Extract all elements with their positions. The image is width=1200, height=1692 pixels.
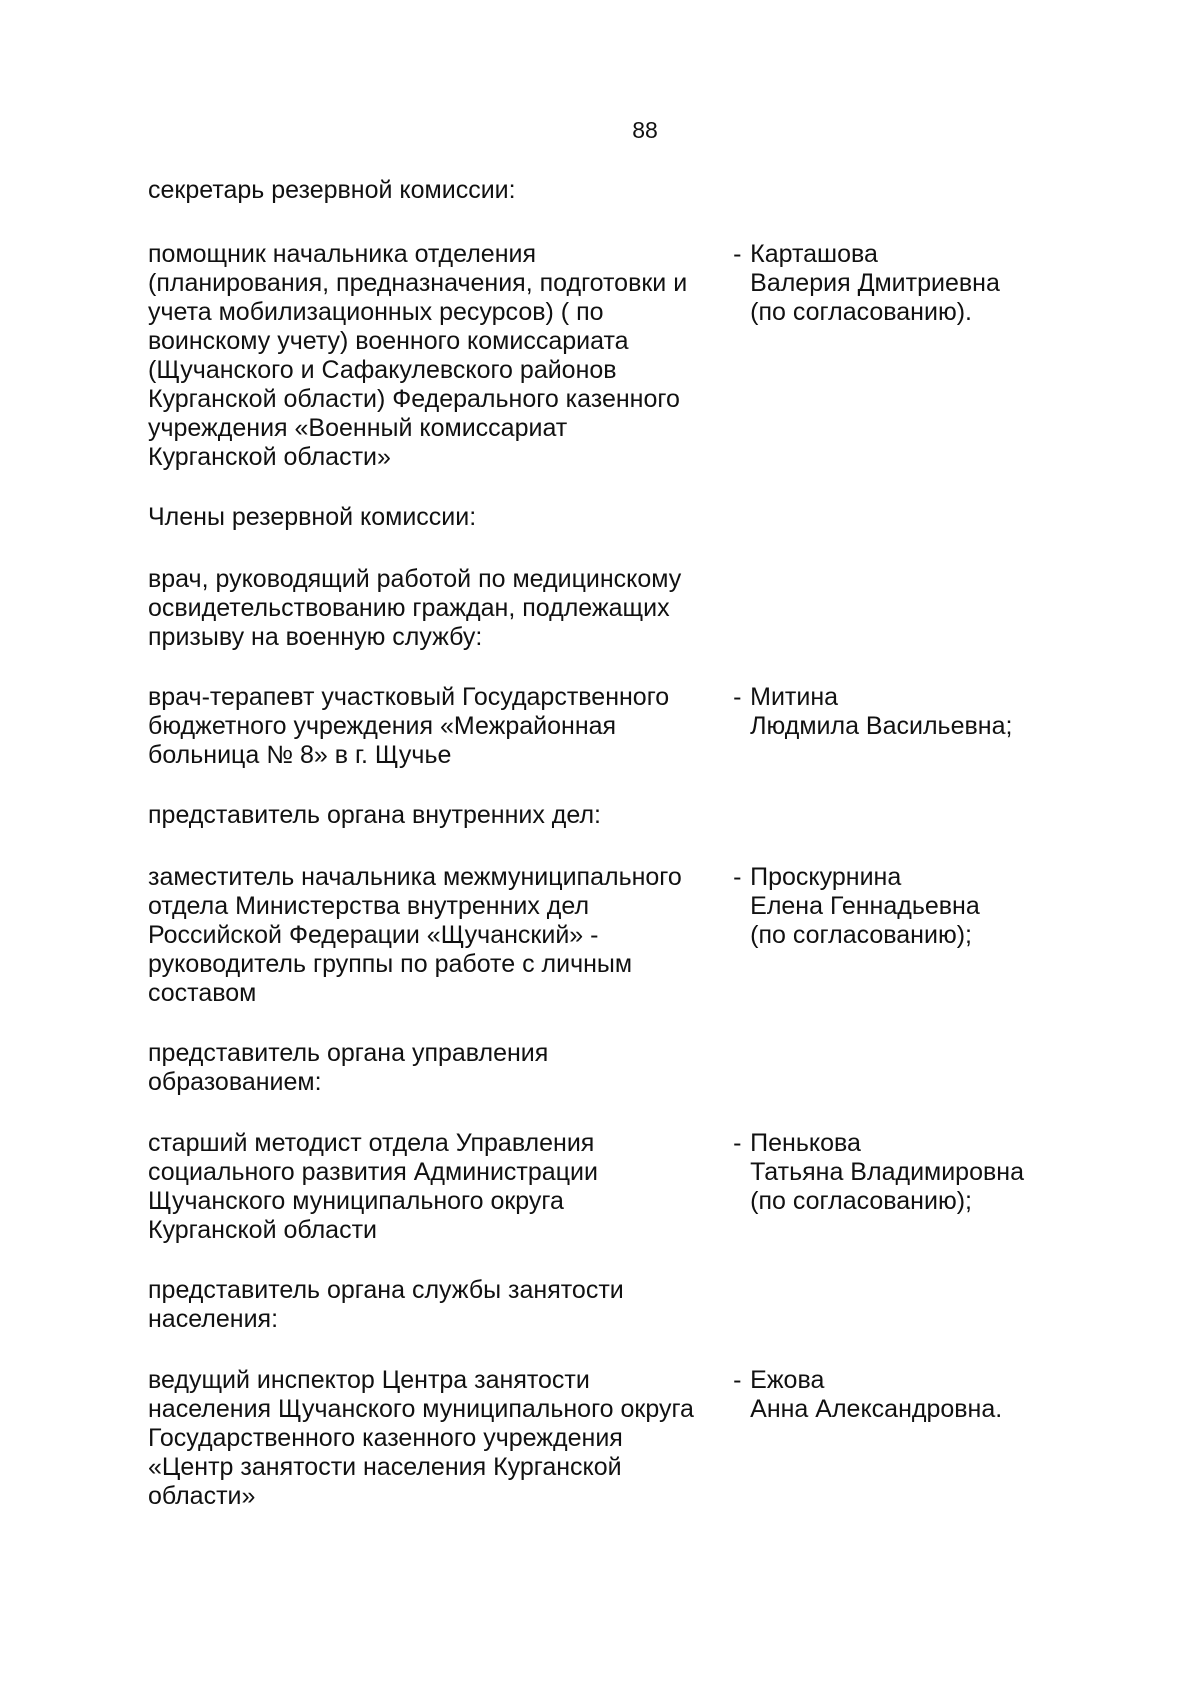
surname: Ежова — [750, 1366, 825, 1394]
members-heading — [148, 503, 768, 532]
dash-separator: - — [733, 1129, 742, 1157]
position-line: заместитель начальника межмуниципального — [148, 863, 682, 891]
position-description — [148, 240, 724, 472]
dash-separator: - — [733, 863, 742, 891]
education-entry — [148, 1129, 1068, 1245]
position-line: старший методист отдела Управления — [148, 1129, 595, 1157]
position-description — [148, 683, 724, 770]
position-line: Российской Федерации «Щучанский» - — [148, 921, 599, 949]
secretary-heading — [148, 176, 768, 205]
position-line: области» — [148, 1482, 256, 1510]
police-entry — [148, 863, 1068, 1008]
surname: Карташова — [750, 240, 878, 268]
person-name — [724, 683, 1068, 770]
person-name — [724, 240, 1068, 472]
position-line: врач-терапевт участковый Государственного — [148, 683, 670, 711]
heading-line: Члены резервной комиссии: — [148, 503, 477, 531]
person-name — [724, 1366, 1068, 1511]
position-description — [148, 1366, 724, 1511]
position-line: учета мобилизационных ресурсов) ( по — [148, 298, 604, 326]
surname: Пенькова — [750, 1129, 861, 1157]
surname: Проскурнина — [750, 863, 902, 891]
given-names: Анна Александровна. — [750, 1395, 1003, 1423]
position-line: воинскому учету) военного комиссариата — [148, 327, 629, 355]
position-line: учреждения «Военный комиссариат — [148, 414, 568, 442]
heading-line: призыву на военную службу: — [148, 623, 483, 651]
secretary-entry — [148, 240, 1068, 472]
heading-line: населения: — [148, 1305, 279, 1333]
given-names: Татьяна Владимировна — [750, 1158, 1024, 1186]
given-names: Валерия Дмитриевна — [750, 269, 1000, 297]
heading-line: представитель органа службы занятости — [148, 1276, 624, 1304]
position-line: Курганской области» — [148, 443, 391, 471]
heading-line: представитель органа управления — [148, 1039, 549, 1067]
dash-separator: - — [733, 1366, 742, 1394]
heading-line: секретарь резервной комиссии: — [148, 176, 516, 204]
position-description — [148, 863, 724, 1008]
position-line: бюджетного учреждения «Межрайонная — [148, 712, 617, 740]
person-name — [724, 863, 1068, 1008]
given-names: Елена Геннадьевна — [750, 892, 980, 920]
agreement-note: (по согласованию). — [750, 298, 972, 326]
position-line: (Щучанского и Сафакулевского районов — [148, 356, 617, 384]
person-name — [724, 1129, 1068, 1245]
heading-line: образованием: — [148, 1068, 322, 1096]
position-line: (планирования, предназначения, подготовки и — [148, 269, 688, 297]
position-line: Курганской области) Федерального казенного — [148, 385, 680, 413]
position-line: больница № 8» в г. Щучье — [148, 741, 452, 769]
heading-line: врач, руководящий работой по медицинскому — [148, 565, 682, 593]
police-heading — [148, 801, 768, 830]
position-line: населения Щучанского муниципального округа — [148, 1395, 694, 1423]
heading-line: освидетельствованию граждан, подлежащих — [148, 594, 670, 622]
position-line: руководитель группы по работе с личным — [148, 950, 633, 978]
position-line: Государственного казенного учреждения — [148, 1424, 623, 1452]
page-number: 88 — [632, 117, 658, 143]
position-line: социального развития Администрации — [148, 1158, 598, 1186]
position-line: помощник начальника отделения — [148, 240, 537, 268]
position-line: Курганской области — [148, 1216, 378, 1244]
agreement-note: (по согласованию); — [750, 921, 972, 949]
dash-separator: - — [733, 240, 742, 268]
dash-separator: - — [733, 683, 742, 711]
employment-heading — [148, 1276, 768, 1334]
education-heading — [148, 1039, 768, 1097]
position-description — [148, 1129, 724, 1245]
doctor-entry — [148, 683, 1068, 770]
position-line: «Центр занятости населения Курганской — [148, 1453, 622, 1481]
given-names: Людмила Васильевна; — [750, 712, 1013, 740]
surname: Митина — [750, 683, 839, 711]
position-line: Щучанского муниципального округа — [148, 1187, 564, 1215]
position-line: составом — [148, 979, 257, 1007]
position-line: ведущий инспектор Центра занятости — [148, 1366, 590, 1394]
heading-line: представитель органа внутренних дел: — [148, 801, 602, 829]
agreement-note: (по согласованию); — [750, 1187, 972, 1215]
employment-entry — [148, 1366, 1068, 1511]
position-line: отдела Министерства внутренних дел — [148, 892, 590, 920]
doctor-heading — [148, 565, 768, 652]
